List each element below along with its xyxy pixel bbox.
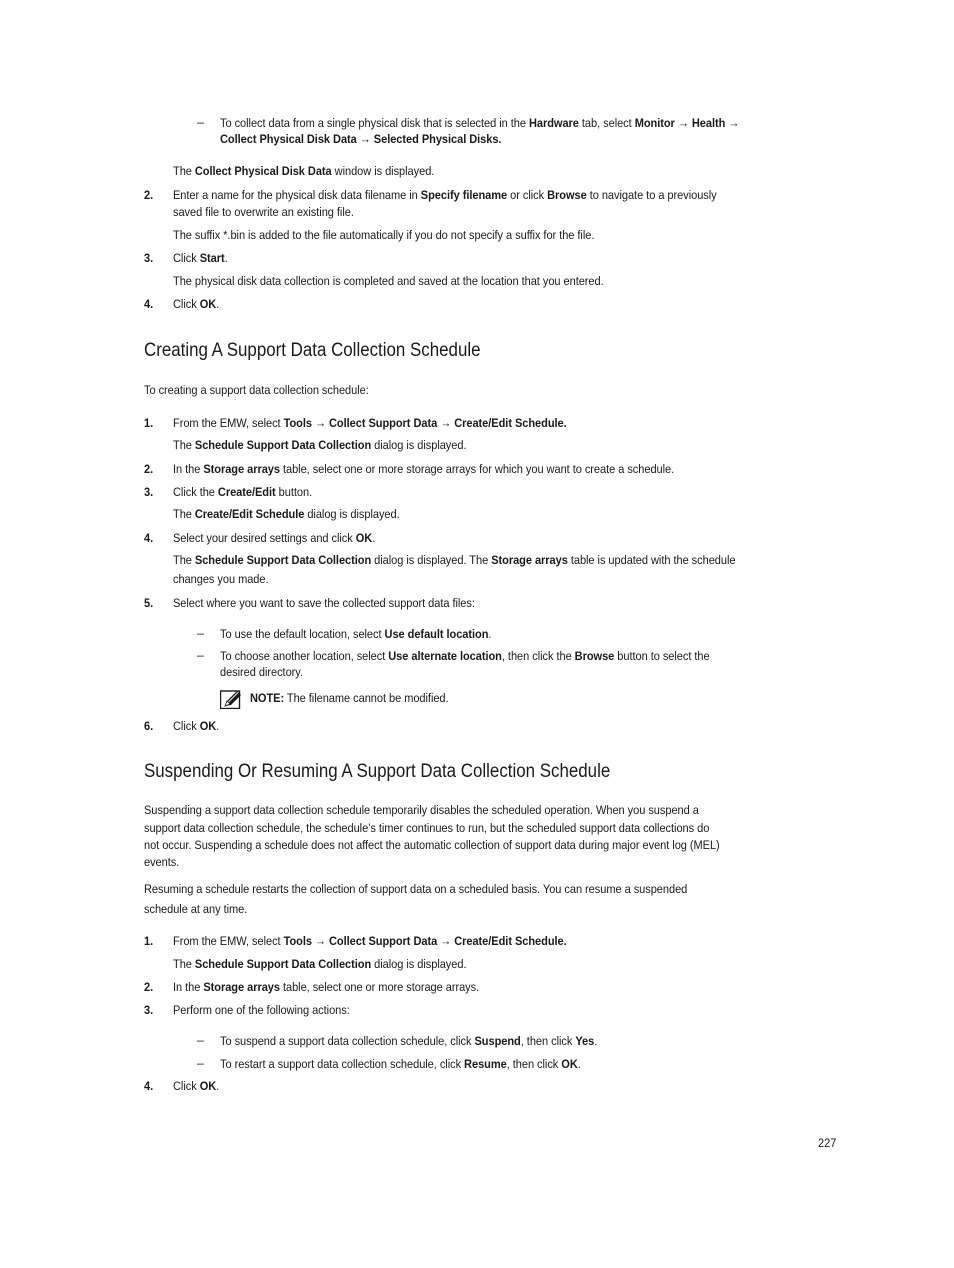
ui-term: Schedule Support Data Collection (194, 957, 372, 971)
ui-term: Collect Physical Disk Data (220, 132, 357, 146)
ui-term: Use default location (384, 627, 489, 641)
step-number: 2. (144, 188, 154, 202)
ui-term: Browse (547, 188, 587, 202)
bullet-resume: To restart a support data collection schedule, click Resume, then click OK. (220, 1057, 581, 1071)
paragraph-line: Suspending a support data collection schedule temporarily disables the scheduled operation. When you suspend a (144, 803, 699, 817)
ui-term: OK (199, 1079, 217, 1093)
step-select-create-edit: From the EMW, select Tools → Collect Support Data → Create/Edit Schedule. (173, 416, 567, 430)
bullet-suspend: To suspend a support data collection schedule, click Suspend, then click Yes. (220, 1034, 598, 1048)
ui-term: Collect Support Data (329, 934, 438, 948)
ui-term: Storage arrays (203, 980, 280, 994)
page-number: 227 (818, 1136, 837, 1150)
paragraph-line: not occur. Suspending a schedule does not affect the automatic collection of support data during major event log (MEL) (144, 838, 720, 852)
step-dialog-displayed: The Schedule Support Data Collection dialog is displayed. (173, 438, 467, 452)
step-perform-action: Perform one of the following actions: (173, 1003, 350, 1017)
paragraph-line: support data collection schedule, the schedule’s timer continues to run, but the scheduled support data collections do (144, 821, 710, 835)
step-number: 3. (144, 1003, 154, 1017)
window-displayed-note: The Collect Physical Disk Data window is displayed. (173, 164, 435, 178)
ui-term: Specify filename (420, 188, 508, 202)
ui-term: Schedule Support Data Collection (194, 553, 372, 567)
list-dash: – (197, 1033, 204, 1047)
ui-term: Start (199, 251, 225, 265)
ui-term: Tools (283, 416, 312, 430)
step-number: 4. (144, 297, 154, 311)
step-number: 4. (144, 531, 154, 545)
step-number: 3. (144, 485, 154, 499)
step-select-storage-arrays: In the Storage arrays table, select one or more storage arrays for which you want to create a schedule. (173, 462, 675, 476)
list-dash: – (197, 648, 204, 662)
step-collection-completed: The physical disk data collection is completed and saved at the location that you entered. (173, 274, 604, 288)
step-select-create-edit: From the EMW, select Tools → Collect Support Data → Create/Edit Schedule. (173, 934, 567, 948)
ui-term: Storage arrays (203, 462, 280, 476)
step-table-updated-line2: changes you made. (173, 572, 269, 586)
ui-term: OK (561, 1057, 578, 1071)
list-dash: – (197, 1056, 204, 1070)
bullet-collect-single-disk-line2: Collect Physical Disk Data → Selected Physical Disks. (220, 132, 502, 146)
ui-term: Tools (283, 934, 312, 948)
step-select-save-location: Select where you want to save the collected support data files: (173, 596, 475, 610)
ui-term: OK (199, 297, 217, 311)
step-dialog-displayed: The Create/Edit Schedule dialog is displayed. (173, 507, 400, 521)
step-number: 1. (144, 934, 154, 948)
step-number: 2. (144, 980, 154, 994)
step-number: 3. (144, 251, 154, 265)
step-click-ok: Click OK. (173, 1079, 220, 1093)
step-enter-filename-line1: Enter a name for the physical disk data filename in Specify filename or click Browse to navigate to a previously (173, 188, 717, 202)
step-click-create-edit: Click the Create/Edit button. (173, 485, 313, 499)
step-enter-filename-line2: saved file to overwrite an existing file. (173, 205, 354, 219)
step-suffix-note: The suffix *.bin is added to the file automatically if you do not specify a suffix for the file. (173, 228, 595, 242)
ui-term: Hardware (528, 116, 579, 130)
step-number: 2. (144, 462, 154, 476)
step-number: 4. (144, 1079, 154, 1093)
ui-term: Collect Support Data (329, 416, 438, 430)
ui-term: OK (355, 531, 373, 545)
ui-term: Selected Physical Disks. (373, 132, 502, 146)
bullet-alternate-location-line1: To choose another location, select Use alternate location, then click the Browse button to select the (220, 649, 710, 663)
ui-term: Resume (464, 1057, 507, 1071)
step-click-ok: Click OK. (173, 297, 220, 311)
list-dash: – (197, 115, 204, 129)
section-intro: To creating a support data collection schedule: (144, 383, 369, 397)
note-label: NOTE: (250, 691, 285, 705)
paragraph-line: events. (144, 855, 180, 869)
step-dialog-displayed: The Schedule Support Data Collection dialog is displayed. (173, 957, 467, 971)
paragraph-line: schedule at any time. (144, 902, 248, 916)
ui-term: Health (691, 116, 726, 130)
step-click-start: Click Start. (173, 251, 228, 265)
bullet-alternate-location-line2: desired directory. (220, 665, 303, 679)
ui-term: Create/Edit Schedule. (454, 416, 567, 430)
step-select-settings: Select your desired settings and click OK. (173, 531, 376, 545)
paragraph-line: Resuming a schedule restarts the collection of support data on a scheduled basis. You can resume a suspended (144, 882, 688, 896)
step-number: 1. (144, 416, 154, 430)
step-table-updated-line1: The Schedule Support Data Collection dialog is displayed. The Storage arrays table is updated with the schedule (173, 553, 736, 567)
ui-term: Create/Edit (217, 485, 276, 499)
bullet-default-location: To use the default location, select Use default location. (220, 627, 492, 641)
ui-term: Create/Edit Schedule. (454, 934, 567, 948)
ui-term: Use alternate location (388, 649, 502, 663)
ui-term: Create/Edit Schedule (194, 507, 305, 521)
ui-term: Monitor (634, 116, 675, 130)
ui-term: Browse (574, 649, 615, 663)
ui-term: Collect Physical Disk Data (194, 164, 332, 178)
ui-term: Suspend (474, 1034, 521, 1048)
step-click-ok: Click OK. (173, 719, 220, 733)
step-number: 6. (144, 719, 154, 733)
section-heading: Suspending Or Resuming A Support Data Collection Schedule (144, 761, 611, 782)
ui-term: Schedule Support Data Collection (194, 438, 372, 452)
step-number: 5. (144, 596, 154, 610)
list-dash: – (197, 626, 204, 640)
ui-term: Storage arrays (491, 553, 568, 567)
ui-term: Yes (575, 1034, 595, 1048)
section-heading: Creating A Support Data Collection Schedule (144, 340, 481, 361)
note-pencil-icon (220, 689, 242, 709)
step-select-storage-arrays: In the Storage arrays table, select one or more storage arrays. (173, 980, 480, 994)
bullet-collect-single-disk-line1: To collect data from a single physical disk that is selected in the Hardware tab, select Monitor → Health → (220, 116, 740, 130)
note-filename-cannot-be-modified: NOTE: The filename cannot be modified. (250, 691, 449, 705)
ui-term: OK (199, 719, 217, 733)
